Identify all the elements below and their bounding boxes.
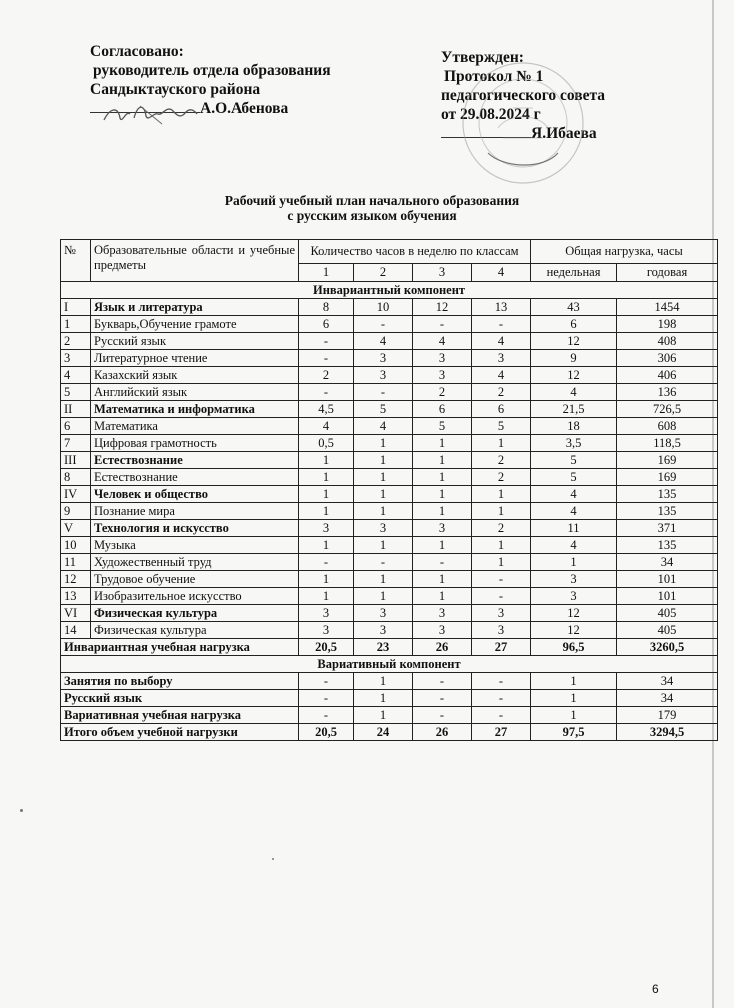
annual-hours: 198	[617, 316, 718, 333]
annual-hours: 34	[617, 673, 718, 690]
subject-name: Математика и информатика	[91, 401, 299, 418]
subject-name: Познание мира	[91, 503, 299, 520]
annual-hours: 405	[617, 622, 718, 639]
table-row	[61, 554, 718, 571]
annual-hours: 405	[617, 605, 718, 622]
title-line2: с русским языком обучения	[287, 208, 457, 223]
weekly-hours: 12	[531, 367, 617, 384]
subject-name: Человек и общество	[91, 486, 299, 503]
grade-3-hours: 2	[413, 384, 472, 401]
grade-4-hours: 2	[472, 452, 531, 469]
grade-4-hours: 4	[472, 333, 531, 350]
grade-1-hours: 0,5	[299, 435, 354, 452]
grade-2-hours: 4	[354, 418, 413, 435]
row-number: 1	[61, 316, 91, 333]
subject-name: Естествознание	[91, 469, 299, 486]
grade-4-hours: 2	[472, 469, 531, 486]
grade-4-hours: 3	[472, 350, 531, 367]
grade-4-hours: 1	[472, 537, 531, 554]
grade-1-hours: 1	[299, 452, 354, 469]
approval-left-line3: Сандыктауского района	[90, 81, 261, 98]
grade-4-hours: 5	[472, 418, 531, 435]
table-row	[61, 622, 718, 639]
row-number: 4	[61, 367, 91, 384]
weekly-hours: 12	[531, 605, 617, 622]
page-number: 6	[652, 982, 659, 996]
section-variative	[61, 656, 718, 673]
grade-3-hours: 1	[413, 486, 472, 503]
row-number: II	[61, 401, 91, 418]
grade-3-hours: 3	[413, 605, 472, 622]
grade-4-hours: 1	[472, 486, 531, 503]
grade-1-hours: -	[299, 384, 354, 401]
annual-hours: 608	[617, 418, 718, 435]
header-subjects: Образовательные области и учебные предметы	[91, 240, 299, 282]
approval-right-line1: Утвержден:	[441, 49, 524, 66]
header-grade-2: 2	[354, 264, 413, 282]
grade-3-hours: 1	[413, 469, 472, 486]
grade-1-hours: -	[299, 690, 354, 707]
subject-name: Естествознание	[91, 452, 299, 469]
grade-2-hours: 1	[354, 707, 413, 724]
weekly-hours: 1	[531, 707, 617, 724]
subject-name: Физическая культура	[91, 605, 299, 622]
grade-4-hours: 27	[472, 724, 531, 741]
grade-2-hours: 1	[354, 673, 413, 690]
weekly-hours: 12	[531, 622, 617, 639]
grade-2-hours: -	[354, 554, 413, 571]
annual-hours: 135	[617, 503, 718, 520]
grade-4-hours: 13	[472, 299, 531, 316]
grade-2-hours: -	[354, 384, 413, 401]
subject-name: Цифровая грамотность	[91, 435, 299, 452]
subject-name: Трудовое обучение	[91, 571, 299, 588]
grade-3-hours: 26	[413, 639, 472, 656]
grade-4-hours: -	[472, 588, 531, 605]
annual-hours: 406	[617, 367, 718, 384]
row-number: 8	[61, 469, 91, 486]
curriculum-table	[60, 239, 718, 741]
variative-row	[61, 690, 718, 707]
weekly-hours: 97,5	[531, 724, 617, 741]
annual-hours: 1454	[617, 299, 718, 316]
handwritten-signature	[100, 100, 200, 128]
grade-4-hours: -	[472, 316, 531, 333]
grade-1-hours: 1	[299, 588, 354, 605]
grade-1-hours: 1	[299, 503, 354, 520]
scan-speck	[272, 858, 274, 860]
grade-3-hours: -	[413, 690, 472, 707]
weekly-hours: 1	[531, 690, 617, 707]
section-invariant	[61, 282, 718, 299]
subject-name: Литературное чтение	[91, 350, 299, 367]
subject-name: Язык и литература	[91, 299, 299, 316]
scan-speck	[20, 809, 23, 812]
table-row	[61, 367, 718, 384]
annual-hours: 3260,5	[617, 639, 718, 656]
grade-4-hours: 6	[472, 401, 531, 418]
section-invariant-label: Инвариантный компонент	[61, 282, 718, 299]
grade-3-hours: 1	[413, 452, 472, 469]
weekly-hours: 4	[531, 486, 617, 503]
approval-left-signer: А.О.Абенова	[200, 100, 289, 117]
weekly-hours: 6	[531, 316, 617, 333]
variative-name: Вариативная учебная нагрузка	[61, 707, 299, 724]
annual-hours: 135	[617, 486, 718, 503]
row-number: IV	[61, 486, 91, 503]
grade-2-hours: 3	[354, 520, 413, 537]
weekly-hours: 1	[531, 673, 617, 690]
grade-3-hours: 3	[413, 622, 472, 639]
grade-4-hours: -	[472, 571, 531, 588]
row-number: III	[61, 452, 91, 469]
weekly-hours: 12	[531, 333, 617, 350]
grand-total-row-label: Итого объем учебной нагрузки	[61, 724, 299, 741]
grade-4-hours: 2	[472, 520, 531, 537]
grade-2-hours: 10	[354, 299, 413, 316]
weekly-hours: 3	[531, 588, 617, 605]
subject-name: Художественный труд	[91, 554, 299, 571]
grade-3-hours: 26	[413, 724, 472, 741]
grade-1-hours: -	[299, 673, 354, 690]
annual-hours: 101	[617, 571, 718, 588]
table-row	[61, 486, 718, 503]
weekly-hours: 4	[531, 503, 617, 520]
grade-2-hours: 1	[354, 469, 413, 486]
grade-3-hours: 1	[413, 435, 472, 452]
row-number: V	[61, 520, 91, 537]
grade-1-hours: 3	[299, 622, 354, 639]
table-row	[61, 299, 718, 316]
table-header-row	[61, 240, 718, 264]
grade-1-hours: 1	[299, 571, 354, 588]
annual-hours: 34	[617, 690, 718, 707]
grade-2-hours: 23	[354, 639, 413, 656]
grade-1-hours: 6	[299, 316, 354, 333]
annual-hours: 101	[617, 588, 718, 605]
annual-hours: 408	[617, 333, 718, 350]
grade-2-hours: 24	[354, 724, 413, 741]
header-num: №	[61, 240, 91, 282]
weekly-hours: 43	[531, 299, 617, 316]
header-grade-3: 3	[413, 264, 472, 282]
grade-4-hours: -	[472, 707, 531, 724]
table-row	[61, 350, 718, 367]
grade-1-hours: 2	[299, 367, 354, 384]
grade-1-hours: 8	[299, 299, 354, 316]
grade-2-hours: 3	[354, 350, 413, 367]
grade-3-hours: -	[413, 316, 472, 333]
grade-4-hours: 1	[472, 554, 531, 571]
grade-3-hours: 3	[413, 520, 472, 537]
row-number: 12	[61, 571, 91, 588]
subject-name: Музыка	[91, 537, 299, 554]
approval-right-line3: педагогического совета	[441, 87, 606, 104]
annual-hours: 34	[617, 554, 718, 571]
annual-hours: 179	[617, 707, 718, 724]
grade-4-hours: 3	[472, 605, 531, 622]
grade-2-hours: 1	[354, 537, 413, 554]
grade-3-hours: 5	[413, 418, 472, 435]
annual-hours: 306	[617, 350, 718, 367]
grade-3-hours: 1	[413, 588, 472, 605]
weekly-hours: 3,5	[531, 435, 617, 452]
grade-2-hours: 3	[354, 605, 413, 622]
subject-name: Букварь,Обучение грамоте	[91, 316, 299, 333]
grade-2-hours: 3	[354, 622, 413, 639]
row-number: I	[61, 299, 91, 316]
grade-1-hours: -	[299, 707, 354, 724]
subject-name: Казахский язык	[91, 367, 299, 384]
curriculum-table-body	[61, 240, 718, 741]
grade-4-hours: 1	[472, 435, 531, 452]
section-variative-label: Вариативный компонент	[61, 656, 718, 673]
annual-hours: 371	[617, 520, 718, 537]
table-row	[61, 605, 718, 622]
table-row	[61, 316, 718, 333]
grade-2-hours: -	[354, 316, 413, 333]
approval-left-line2: руководитель отдела образования	[93, 62, 331, 79]
weekly-hours: 5	[531, 452, 617, 469]
grade-1-hours: 3	[299, 605, 354, 622]
grade-2-hours: 3	[354, 367, 413, 384]
grade-3-hours: 1	[413, 503, 472, 520]
subject-name: Математика	[91, 418, 299, 435]
weekly-hours: 9	[531, 350, 617, 367]
subject-name: Физическая культура	[91, 622, 299, 639]
grade-4-hours: 1	[472, 503, 531, 520]
grade-2-hours: 1	[354, 503, 413, 520]
table-row	[61, 452, 718, 469]
row-number: 10	[61, 537, 91, 554]
row-number: 13	[61, 588, 91, 605]
grade-3-hours: 6	[413, 401, 472, 418]
annual-hours: 169	[617, 469, 718, 486]
row-number: 6	[61, 418, 91, 435]
table-row	[61, 588, 718, 605]
grade-1-hours: -	[299, 350, 354, 367]
variative-row	[61, 673, 718, 690]
table-row	[61, 435, 718, 452]
grade-3-hours: 4	[413, 333, 472, 350]
grade-1-hours: 1	[299, 486, 354, 503]
weekly-hours: 18	[531, 418, 617, 435]
variative-name: Русский язык	[61, 690, 299, 707]
row-number: 14	[61, 622, 91, 639]
table-row	[61, 469, 718, 486]
approval-right-line2: Протокол № 1	[444, 68, 544, 85]
grade-2-hours: 1	[354, 435, 413, 452]
grade-2-hours: 5	[354, 401, 413, 418]
weekly-hours: 1	[531, 554, 617, 571]
grade-1-hours: 4	[299, 418, 354, 435]
document-title	[0, 193, 734, 223]
grade-4-hours: -	[472, 690, 531, 707]
row-number: VI	[61, 605, 91, 622]
grade-4-hours: 3	[472, 622, 531, 639]
weekly-hours: 4	[531, 384, 617, 401]
table-row	[61, 418, 718, 435]
approval-left-line1: Согласовано:	[90, 43, 184, 60]
weekly-hours: 21,5	[531, 401, 617, 418]
annual-hours: 136	[617, 384, 718, 401]
table-row	[61, 571, 718, 588]
grade-1-hours: 1	[299, 469, 354, 486]
grade-1-hours: -	[299, 333, 354, 350]
grade-3-hours: -	[413, 554, 472, 571]
subject-name: Технология и искусство	[91, 520, 299, 537]
grade-3-hours: 3	[413, 350, 472, 367]
table-row	[61, 401, 718, 418]
weekly-hours: 96,5	[531, 639, 617, 656]
grade-1-hours: 4,5	[299, 401, 354, 418]
grade-2-hours: 1	[354, 690, 413, 707]
weekly-hours: 4	[531, 537, 617, 554]
grade-1-hours: 20,5	[299, 724, 354, 741]
row-number: 3	[61, 350, 91, 367]
row-number: 11	[61, 554, 91, 571]
invariant-total-row-label: Инвариантная учебная нагрузка	[61, 639, 299, 656]
grade-4-hours: -	[472, 673, 531, 690]
annual-hours: 169	[617, 452, 718, 469]
grade-2-hours: 1	[354, 486, 413, 503]
table-row	[61, 520, 718, 537]
header-annual: годовая	[617, 264, 718, 282]
grade-4-hours: 2	[472, 384, 531, 401]
weekly-hours: 5	[531, 469, 617, 486]
subject-name: Английский язык	[91, 384, 299, 401]
grade-3-hours: -	[413, 707, 472, 724]
grade-1-hours: 20,5	[299, 639, 354, 656]
approval-right-signer: Я.Ибаева	[531, 125, 597, 142]
round-stamp	[458, 58, 588, 188]
annual-hours: 726,5	[617, 401, 718, 418]
invariant-total-row	[61, 639, 718, 656]
annual-hours: 3294,5	[617, 724, 718, 741]
grade-4-hours: 4	[472, 367, 531, 384]
header-grade-4: 4	[472, 264, 531, 282]
table-row	[61, 333, 718, 350]
variative-row	[61, 707, 718, 724]
grade-2-hours: 1	[354, 571, 413, 588]
title-line1: Рабочий учебный план начального образования	[224, 193, 520, 208]
header-grade-1: 1	[299, 264, 354, 282]
row-number: 7	[61, 435, 91, 452]
grade-1-hours: -	[299, 554, 354, 571]
grade-3-hours: -	[413, 673, 472, 690]
row-number: 9	[61, 503, 91, 520]
header-total-load: Общая нагрузка, часы	[531, 240, 718, 264]
table-row	[61, 537, 718, 554]
grade-4-hours: 27	[472, 639, 531, 656]
grade-2-hours: 1	[354, 588, 413, 605]
grade-3-hours: 3	[413, 367, 472, 384]
grade-3-hours: 1	[413, 571, 472, 588]
weekly-hours: 11	[531, 520, 617, 537]
table-row	[61, 384, 718, 401]
grade-2-hours: 4	[354, 333, 413, 350]
grand-total-row	[61, 724, 718, 741]
table-row	[61, 503, 718, 520]
grade-1-hours: 3	[299, 520, 354, 537]
grade-3-hours: 12	[413, 299, 472, 316]
annual-hours: 135	[617, 537, 718, 554]
grade-2-hours: 1	[354, 452, 413, 469]
subject-name: Изобразительное искусство	[91, 588, 299, 605]
row-number: 5	[61, 384, 91, 401]
row-number: 2	[61, 333, 91, 350]
subject-name: Русский язык	[91, 333, 299, 350]
header-weekly: недельная	[531, 264, 617, 282]
approval-right-line4: от 29.08.2024 г	[441, 106, 541, 123]
grade-3-hours: 1	[413, 537, 472, 554]
header-hours-week: Количество часов в неделю по классам	[299, 240, 531, 264]
variative-name: Занятия по выбору	[61, 673, 299, 690]
annual-hours: 118,5	[617, 435, 718, 452]
weekly-hours: 3	[531, 571, 617, 588]
grade-1-hours: 1	[299, 537, 354, 554]
